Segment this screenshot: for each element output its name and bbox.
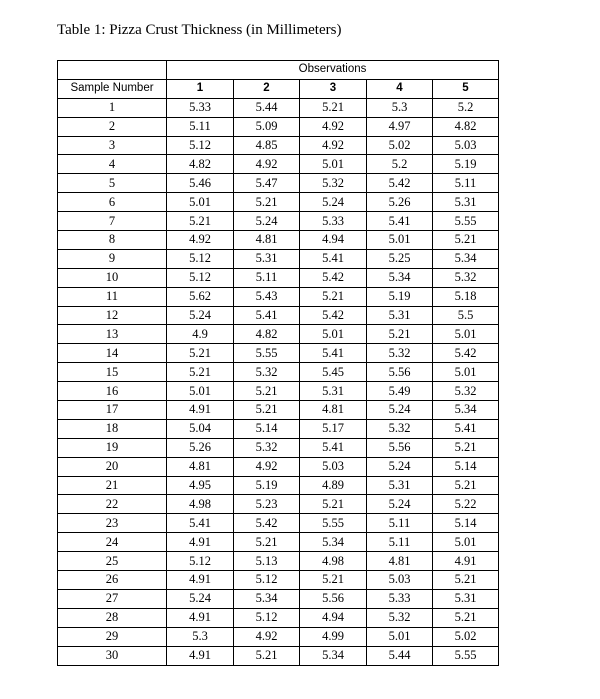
observation-cell: 4.91	[167, 571, 234, 590]
observation-cell: 5.19	[234, 476, 300, 495]
observation-cell: 5.41	[367, 212, 433, 231]
table-row	[58, 589, 499, 608]
observation-cell: 4.82	[433, 117, 499, 136]
observation-cell: 5.21	[433, 608, 499, 627]
observation-cell: 5.21	[167, 363, 234, 382]
observation-cell: 5.32	[433, 268, 499, 287]
sample-number-cell: 3	[58, 136, 167, 155]
observation-cell: 4.81	[367, 552, 433, 571]
observation-cell: 4.82	[234, 325, 300, 344]
sample-number-cell: 9	[58, 249, 167, 268]
observation-cell: 5.02	[433, 627, 499, 646]
observation-cell: 5.12	[167, 268, 234, 287]
table-row	[58, 193, 499, 212]
sample-number-cell: 7	[58, 212, 167, 231]
observation-cell: 5.34	[300, 646, 367, 665]
table-row	[58, 212, 499, 231]
observation-cell: 4.97	[367, 117, 433, 136]
observation-cell: 4.91	[167, 646, 234, 665]
observation-cell: 5.01	[167, 193, 234, 212]
group-header-row	[58, 61, 499, 80]
sample-number-cell: 18	[58, 419, 167, 438]
observation-cell: 5.13	[234, 552, 300, 571]
observation-cell: 5.31	[234, 249, 300, 268]
observation-cell: 5.21	[234, 646, 300, 665]
sample-number-cell: 20	[58, 457, 167, 476]
observation-cell: 4.81	[300, 401, 367, 420]
sample-number-cell: 2	[58, 117, 167, 136]
observation-cell: 5.12	[234, 571, 300, 590]
column-header-3: 3	[300, 79, 367, 98]
sample-number-cell: 11	[58, 287, 167, 306]
observation-cell: 4.91	[167, 401, 234, 420]
sample-number-cell: 5	[58, 174, 167, 193]
observation-cell: 5.3	[367, 98, 433, 117]
column-header-row	[58, 79, 499, 98]
observation-cell: 5.21	[167, 212, 234, 231]
table-row	[58, 155, 499, 174]
sample-number-cell: 27	[58, 589, 167, 608]
observation-cell: 5.11	[167, 117, 234, 136]
sample-number-cell: 29	[58, 627, 167, 646]
observation-cell: 5.49	[367, 382, 433, 401]
observation-cell: 5.31	[433, 193, 499, 212]
observation-cell: 5.17	[300, 419, 367, 438]
observation-cell: 5.01	[300, 325, 367, 344]
table-row	[58, 231, 499, 250]
observation-cell: 5.34	[300, 533, 367, 552]
table-row	[58, 627, 499, 646]
observation-cell: 5.01	[433, 533, 499, 552]
observation-cell: 5.55	[433, 212, 499, 231]
sample-number-cell: 25	[58, 552, 167, 571]
table-row	[58, 646, 499, 665]
observation-cell: 5.32	[367, 344, 433, 363]
observation-cell: 5.56	[300, 589, 367, 608]
table-caption: Table 1: Pizza Crust Thickness (in Millimeters)	[57, 22, 342, 38]
observation-cell: 5.34	[367, 268, 433, 287]
sample-number-cell: 30	[58, 646, 167, 665]
observation-cell: 5.24	[234, 212, 300, 231]
observation-cell: 5.42	[433, 344, 499, 363]
sample-number-cell: 13	[58, 325, 167, 344]
observation-cell: 5.21	[234, 382, 300, 401]
observation-cell: 5.21	[433, 571, 499, 590]
observation-cell: 5.32	[234, 363, 300, 382]
observation-cell: 5.21	[300, 571, 367, 590]
sample-number-cell: 28	[58, 608, 167, 627]
header-blank-cell	[58, 61, 167, 80]
observation-cell: 5.42	[300, 306, 367, 325]
observation-cell: 4.92	[167, 231, 234, 250]
sample-number-cell: 10	[58, 268, 167, 287]
pizza-crust-table	[57, 60, 499, 666]
observation-cell: 5.24	[167, 589, 234, 608]
observation-cell: 5.04	[167, 419, 234, 438]
observation-cell: 5.34	[433, 401, 499, 420]
observation-cell: 5.14	[433, 514, 499, 533]
column-header-5: 5	[433, 79, 499, 98]
observation-cell: 5.21	[167, 344, 234, 363]
table-body	[58, 98, 499, 665]
sample-number-cell: 12	[58, 306, 167, 325]
sample-number-cell: 15	[58, 363, 167, 382]
observation-cell: 5.5	[433, 306, 499, 325]
observation-cell: 5.41	[300, 438, 367, 457]
observation-cell: 5.21	[234, 401, 300, 420]
observation-cell: 5.19	[367, 287, 433, 306]
observation-cell: 5.21	[300, 287, 367, 306]
observation-cell: 5.44	[234, 98, 300, 117]
observation-cell: 5.56	[367, 438, 433, 457]
observation-cell: 5.11	[367, 514, 433, 533]
observation-cell: 5.41	[300, 249, 367, 268]
observation-cell: 4.81	[167, 457, 234, 476]
observation-cell: 5.47	[234, 174, 300, 193]
data-table-container	[57, 60, 498, 666]
sample-number-cell: 22	[58, 495, 167, 514]
observation-cell: 4.89	[300, 476, 367, 495]
observation-cell: 5.62	[167, 287, 234, 306]
observation-cell: 5.11	[433, 174, 499, 193]
sample-number-cell: 19	[58, 438, 167, 457]
column-header-2: 2	[234, 79, 300, 98]
table-row	[58, 457, 499, 476]
observation-cell: 5.03	[300, 457, 367, 476]
observation-cell: 4.92	[300, 136, 367, 155]
table-row	[58, 438, 499, 457]
table-row	[58, 249, 499, 268]
table-row	[58, 571, 499, 590]
sample-number-cell: 21	[58, 476, 167, 495]
observation-cell: 5.11	[367, 533, 433, 552]
observation-cell: 5.21	[433, 476, 499, 495]
observation-cell: 5.42	[367, 174, 433, 193]
observation-cell: 5.55	[433, 646, 499, 665]
observation-cell: 5.01	[300, 155, 367, 174]
observation-cell: 5.18	[433, 287, 499, 306]
observation-cell: 5.43	[234, 287, 300, 306]
observation-cell: 4.99	[300, 627, 367, 646]
table-row	[58, 325, 499, 344]
observations-header: Observations	[167, 61, 499, 80]
table-row	[58, 174, 499, 193]
observation-cell: 4.98	[300, 552, 367, 571]
observation-cell: 4.92	[234, 155, 300, 174]
observation-cell: 5.22	[433, 495, 499, 514]
table-row	[58, 401, 499, 420]
observation-cell: 5.45	[300, 363, 367, 382]
observation-cell: 5.32	[433, 382, 499, 401]
observation-cell: 5.31	[367, 476, 433, 495]
observation-cell: 5.41	[433, 419, 499, 438]
observation-cell: 5.42	[300, 268, 367, 287]
observation-cell: 5.21	[300, 495, 367, 514]
observation-cell: 5.41	[167, 514, 234, 533]
observation-cell: 4.91	[167, 533, 234, 552]
observation-cell: 5.21	[433, 231, 499, 250]
table-row	[58, 306, 499, 325]
observation-cell: 5.25	[367, 249, 433, 268]
table-row	[58, 514, 499, 533]
table-row	[58, 533, 499, 552]
observation-cell: 5.34	[234, 589, 300, 608]
observation-cell: 5.32	[234, 438, 300, 457]
observation-cell: 5.21	[234, 533, 300, 552]
table-row	[58, 608, 499, 627]
observation-cell: 5.26	[367, 193, 433, 212]
sample-number-cell: 23	[58, 514, 167, 533]
observation-cell: 5.02	[367, 136, 433, 155]
observation-cell: 5.12	[167, 136, 234, 155]
observation-cell: 5.33	[300, 212, 367, 231]
observation-cell: 5.24	[367, 457, 433, 476]
observation-cell: 5.03	[367, 571, 433, 590]
sample-number-cell: 16	[58, 382, 167, 401]
observation-cell: 5.3	[167, 627, 234, 646]
observation-cell: 5.33	[367, 589, 433, 608]
observation-cell: 5.01	[433, 363, 499, 382]
observation-cell: 5.01	[367, 627, 433, 646]
observation-cell: 4.9	[167, 325, 234, 344]
sample-number-cell: 1	[58, 98, 167, 117]
observation-cell: 5.14	[234, 419, 300, 438]
observation-cell: 5.01	[433, 325, 499, 344]
sample-number-cell: 8	[58, 231, 167, 250]
observation-cell: 5.12	[167, 552, 234, 571]
column-header-4: 4	[367, 79, 433, 98]
observation-cell: 5.33	[167, 98, 234, 117]
observation-cell: 5.19	[433, 155, 499, 174]
observation-cell: 5.56	[367, 363, 433, 382]
table-row	[58, 363, 499, 382]
table-row	[58, 495, 499, 514]
observation-cell: 5.32	[367, 608, 433, 627]
observation-cell: 5.55	[300, 514, 367, 533]
table-row	[58, 552, 499, 571]
observation-cell: 5.21	[367, 325, 433, 344]
observation-cell: 5.32	[300, 174, 367, 193]
observation-cell: 5.32	[367, 419, 433, 438]
observation-cell: 4.94	[300, 608, 367, 627]
sample-number-cell: 4	[58, 155, 167, 174]
observation-cell: 5.55	[234, 344, 300, 363]
table-row	[58, 98, 499, 117]
table-header	[58, 61, 499, 99]
observation-cell: 5.12	[234, 608, 300, 627]
observation-cell: 5.14	[433, 457, 499, 476]
observation-cell: 4.85	[234, 136, 300, 155]
observation-cell: 5.42	[234, 514, 300, 533]
observation-cell: 5.09	[234, 117, 300, 136]
observation-cell: 5.24	[167, 306, 234, 325]
observation-cell: 5.2	[433, 98, 499, 117]
table-row	[58, 136, 499, 155]
table-row	[58, 476, 499, 495]
observation-cell: 4.92	[234, 627, 300, 646]
observation-cell: 4.95	[167, 476, 234, 495]
observation-cell: 5.31	[300, 382, 367, 401]
observation-cell: 4.92	[300, 117, 367, 136]
observation-cell: 5.46	[167, 174, 234, 193]
observation-cell: 5.31	[367, 306, 433, 325]
observation-cell: 5.24	[367, 495, 433, 514]
observation-cell: 4.91	[167, 608, 234, 627]
table-row	[58, 268, 499, 287]
observation-cell: 4.92	[234, 457, 300, 476]
observation-cell: 5.24	[367, 401, 433, 420]
observation-cell: 5.34	[433, 249, 499, 268]
observation-cell: 5.26	[167, 438, 234, 457]
observation-cell: 5.24	[300, 193, 367, 212]
observation-cell: 4.81	[234, 231, 300, 250]
observation-cell: 5.2	[367, 155, 433, 174]
table-row	[58, 344, 499, 363]
sample-number-cell: 6	[58, 193, 167, 212]
sample-number-header: Sample Number	[58, 79, 167, 98]
observation-cell: 5.21	[433, 438, 499, 457]
observation-cell: 5.03	[433, 136, 499, 155]
observation-cell: 5.44	[367, 646, 433, 665]
observation-cell: 5.41	[234, 306, 300, 325]
observation-cell: 5.01	[367, 231, 433, 250]
table-row	[58, 382, 499, 401]
table-row	[58, 117, 499, 136]
observation-cell: 5.01	[167, 382, 234, 401]
table-row	[58, 287, 499, 306]
observation-cell: 4.91	[433, 552, 499, 571]
observation-cell: 5.11	[234, 268, 300, 287]
sample-number-cell: 17	[58, 401, 167, 420]
observation-cell: 5.41	[300, 344, 367, 363]
observation-cell: 4.82	[167, 155, 234, 174]
sample-number-cell: 26	[58, 571, 167, 590]
observation-cell: 5.21	[234, 193, 300, 212]
column-header-1: 1	[167, 79, 234, 98]
observation-cell: 5.12	[167, 249, 234, 268]
sample-number-cell: 24	[58, 533, 167, 552]
observation-cell: 4.98	[167, 495, 234, 514]
sample-number-cell: 14	[58, 344, 167, 363]
observation-cell: 5.31	[433, 589, 499, 608]
table-row	[58, 419, 499, 438]
observation-cell: 5.21	[300, 98, 367, 117]
observation-cell: 5.23	[234, 495, 300, 514]
observation-cell: 4.94	[300, 231, 367, 250]
